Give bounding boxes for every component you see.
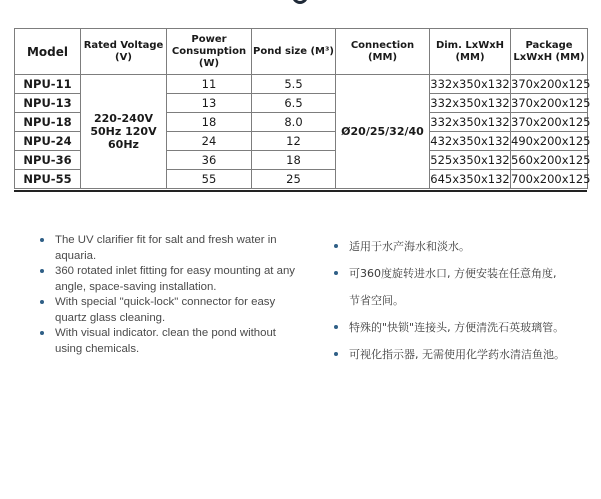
pond-size-cell: 18 (252, 151, 336, 170)
feature-item (40, 295, 302, 326)
pond-size-cell: 25 (252, 170, 336, 189)
pond-size-cell: 12 (252, 132, 336, 151)
power-cell: 18 (167, 113, 252, 132)
dimension-cell: 645x350x132 (430, 170, 511, 189)
header-pond-size: Pond size (M³) (252, 29, 336, 75)
feature-text: 可360度旋转进水口, 方便安装在任意角度, (349, 267, 557, 280)
feature-item (334, 233, 594, 260)
table-header-row (15, 29, 588, 75)
package-cell: 370x200x125 (511, 94, 588, 113)
feature-item (334, 314, 594, 341)
table-row (15, 75, 588, 94)
connection-cell: Ø20/25/32/40 (336, 75, 430, 189)
feature-item (334, 260, 594, 287)
dimension-cell: 332x350x132 (430, 75, 511, 94)
feature-text: 特殊的"快锁"连接头, 方便清洗石英玻璃管。 (349, 321, 565, 334)
pond-size-cell: 6.5 (252, 94, 336, 113)
bullet-dot-icon (40, 300, 44, 304)
header-dimensions: Dim. LxWxH (MM) (430, 29, 511, 75)
feature-text: The UV clarifier fit for salt and fresh water in aquaria. (55, 234, 277, 262)
dimension-cell: 432x350x132 (430, 132, 511, 151)
feature-text: 可视化指示器, 无需使用化学药水清洁鱼池。 (349, 348, 565, 361)
package-cell: 490x200x125 (511, 132, 588, 151)
feature-item (40, 326, 302, 357)
feature-item (334, 341, 594, 368)
feature-text: With special "quick-lock" connector for easy quartz glass cleaning. (55, 296, 276, 324)
feature-text: 360 rotated inlet fitting for easy mounting at any angle, space-saving installation. (55, 265, 295, 293)
power-cell: 11 (167, 75, 252, 94)
model-cell: NPU-18 (15, 113, 81, 132)
header-power-consumption: Power Consumption (W) (167, 29, 252, 75)
power-cell: 24 (167, 132, 252, 151)
header-model: Model (15, 29, 81, 75)
table-bottom-rule (14, 190, 587, 192)
model-cell: NPU-13 (15, 94, 81, 113)
dimension-cell: 332x350x132 (430, 113, 511, 132)
power-cell: 36 (167, 151, 252, 170)
features-list-chinese (334, 233, 594, 368)
feature-item (40, 264, 302, 295)
header-package: Package LxWxH (MM) (511, 29, 588, 75)
bullet-dot-icon (40, 238, 44, 242)
bullet-dot-icon (334, 352, 338, 356)
pond-size-cell: 5.5 (252, 75, 336, 94)
bullet-dot-icon (334, 325, 338, 329)
spec-table (14, 28, 591, 189)
power-cell: 13 (167, 94, 252, 113)
rated-voltage-cell: 220-240V 50Hz 120V 60Hz (81, 75, 167, 189)
bullet-dot-icon (334, 271, 338, 275)
power-cell: 55 (167, 170, 252, 189)
feature-text: 适用于水产海水和淡水。 (349, 240, 470, 253)
feature-text: 节省空间。 (349, 294, 404, 307)
model-cell: NPU-55 (15, 170, 81, 189)
package-cell: 370x200x125 (511, 113, 588, 132)
heading-fragment (292, 0, 308, 4)
dimension-cell: 525x350x132 (430, 151, 511, 170)
features-list-english (40, 233, 302, 357)
bullet-dot-icon (40, 269, 44, 273)
bullet-dot-icon (40, 331, 44, 335)
model-cell: NPU-11 (15, 75, 81, 94)
pond-size-cell: 8.0 (252, 113, 336, 132)
header-rated-voltage: Rated Voltage (V) (81, 29, 167, 75)
dimension-cell: 332x350x132 (430, 94, 511, 113)
feature-text: With visual indicator. clean the pond without using chemicals. (55, 327, 276, 355)
feature-item (40, 233, 302, 264)
bullet-dot-icon (334, 244, 338, 248)
header-connection: Connection (MM) (336, 29, 430, 75)
model-cell: NPU-24 (15, 132, 81, 151)
model-cell: NPU-36 (15, 151, 81, 170)
package-cell: 700x200x125 (511, 170, 588, 189)
package-cell: 560x200x125 (511, 151, 588, 170)
package-cell: 370x200x125 (511, 75, 588, 94)
feature-item-continuation (334, 287, 594, 314)
